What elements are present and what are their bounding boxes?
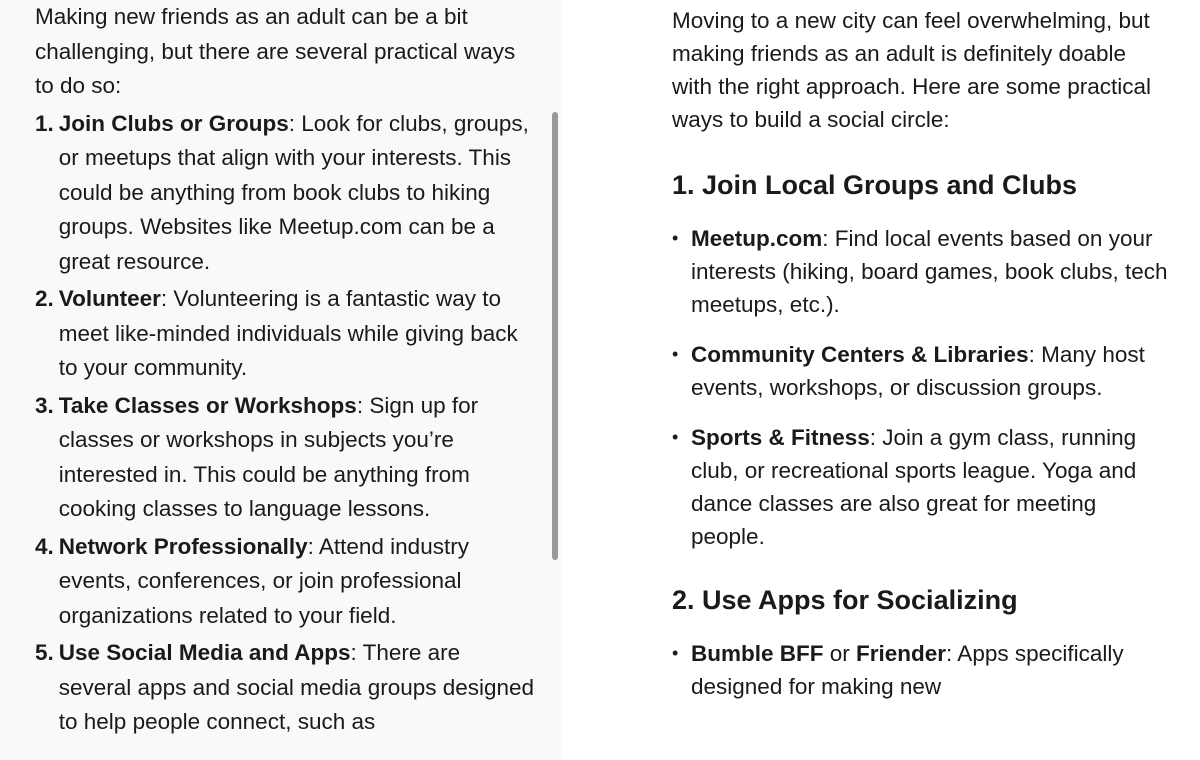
list-item-title: Friender [856, 641, 947, 666]
bullet-icon: • [672, 344, 679, 364]
right-response-panel [672, 0, 1172, 760]
list-item-text: : Many host events, workshops, or discussion groups. [691, 342, 1145, 400]
list-item-text: : Sign up for classes or workshops in subjects you’re interested in. This could be anything from cooking classes to language lessons. [58, 392, 479, 521]
list-item-title: Use Social Media and Apps [58, 640, 351, 665]
bullet-icon: • [672, 427, 679, 447]
left-response-panel [0, 0, 562, 760]
list-item-title: Volunteer [58, 286, 161, 311]
list-number: 5. [35, 640, 54, 665]
list-item-title: Community Centers & Libraries [691, 342, 1029, 367]
list-number: 1. [35, 110, 54, 136]
list-item-title: Join Clubs or Groups [58, 110, 289, 136]
list-item-title: Network Professionally [58, 533, 308, 559]
list-item [35, 282, 535, 386]
bullet-icon: • [672, 643, 679, 663]
list-item-text: : There are several apps and social media groups designed to help people connect, such as [58, 640, 535, 734]
list-item-title: Bumble BFF [691, 641, 824, 666]
section-heading: 2. Use Apps for Socializing [672, 585, 1018, 615]
list-number: 4. [35, 533, 54, 559]
scrollbar-thumb[interactable] [552, 112, 558, 560]
list-item-text: : Volunteering is a fantastic way to meet like-minded individuals while giving back to your community. [58, 286, 518, 380]
bullet-icon: • [672, 228, 679, 248]
list-item [672, 338, 1172, 404]
list-item-text: : Apps specifically designed for making new [691, 641, 1124, 699]
list-item-text: : Join a gym class, running club, or recreational sports league. Yoga and dance classes are also great for meeting people. [691, 425, 1137, 549]
list-item [672, 637, 1172, 703]
list-item-text: : Find local events based on your interests (hiking, board games, book clubs, tech meetups, etc.). [691, 226, 1168, 317]
list-item-title: Take Classes or Workshops [58, 392, 357, 418]
list-item-title: Meetup.com [691, 226, 823, 251]
list-item [672, 222, 1172, 321]
list-item-text: : Attend industry events, conferences, or join professional organizations related to your field. [58, 533, 469, 628]
right-intro: Moving to a new city can feel overwhelming, but making friends as an adult is definitely doable with the right approach. Here are some practical ways to build a social circle: [672, 8, 1151, 132]
list-item [35, 636, 535, 740]
list-item-text: : Look for clubs, groups, or meetups that align with your interests. This could be anything from book clubs to hiking groups. Websites like Meetup.com can be a great resource. [58, 110, 529, 274]
list-item-title: Sports & Fitness [691, 425, 870, 450]
left-response-text [35, 0, 535, 740]
list-item [35, 389, 535, 527]
section-heading: 1. Join Local Groups and Clubs [672, 170, 1078, 200]
list-item [35, 107, 535, 280]
list-number: 2. [35, 286, 54, 311]
list-number: 3. [35, 392, 54, 418]
list-item [35, 530, 535, 634]
list-item-text: or [823, 641, 857, 666]
left-intro: Making new friends as an adult can be a bit challenging, but there are several practical ways to do so: [35, 4, 516, 98]
list-item [672, 421, 1172, 553]
